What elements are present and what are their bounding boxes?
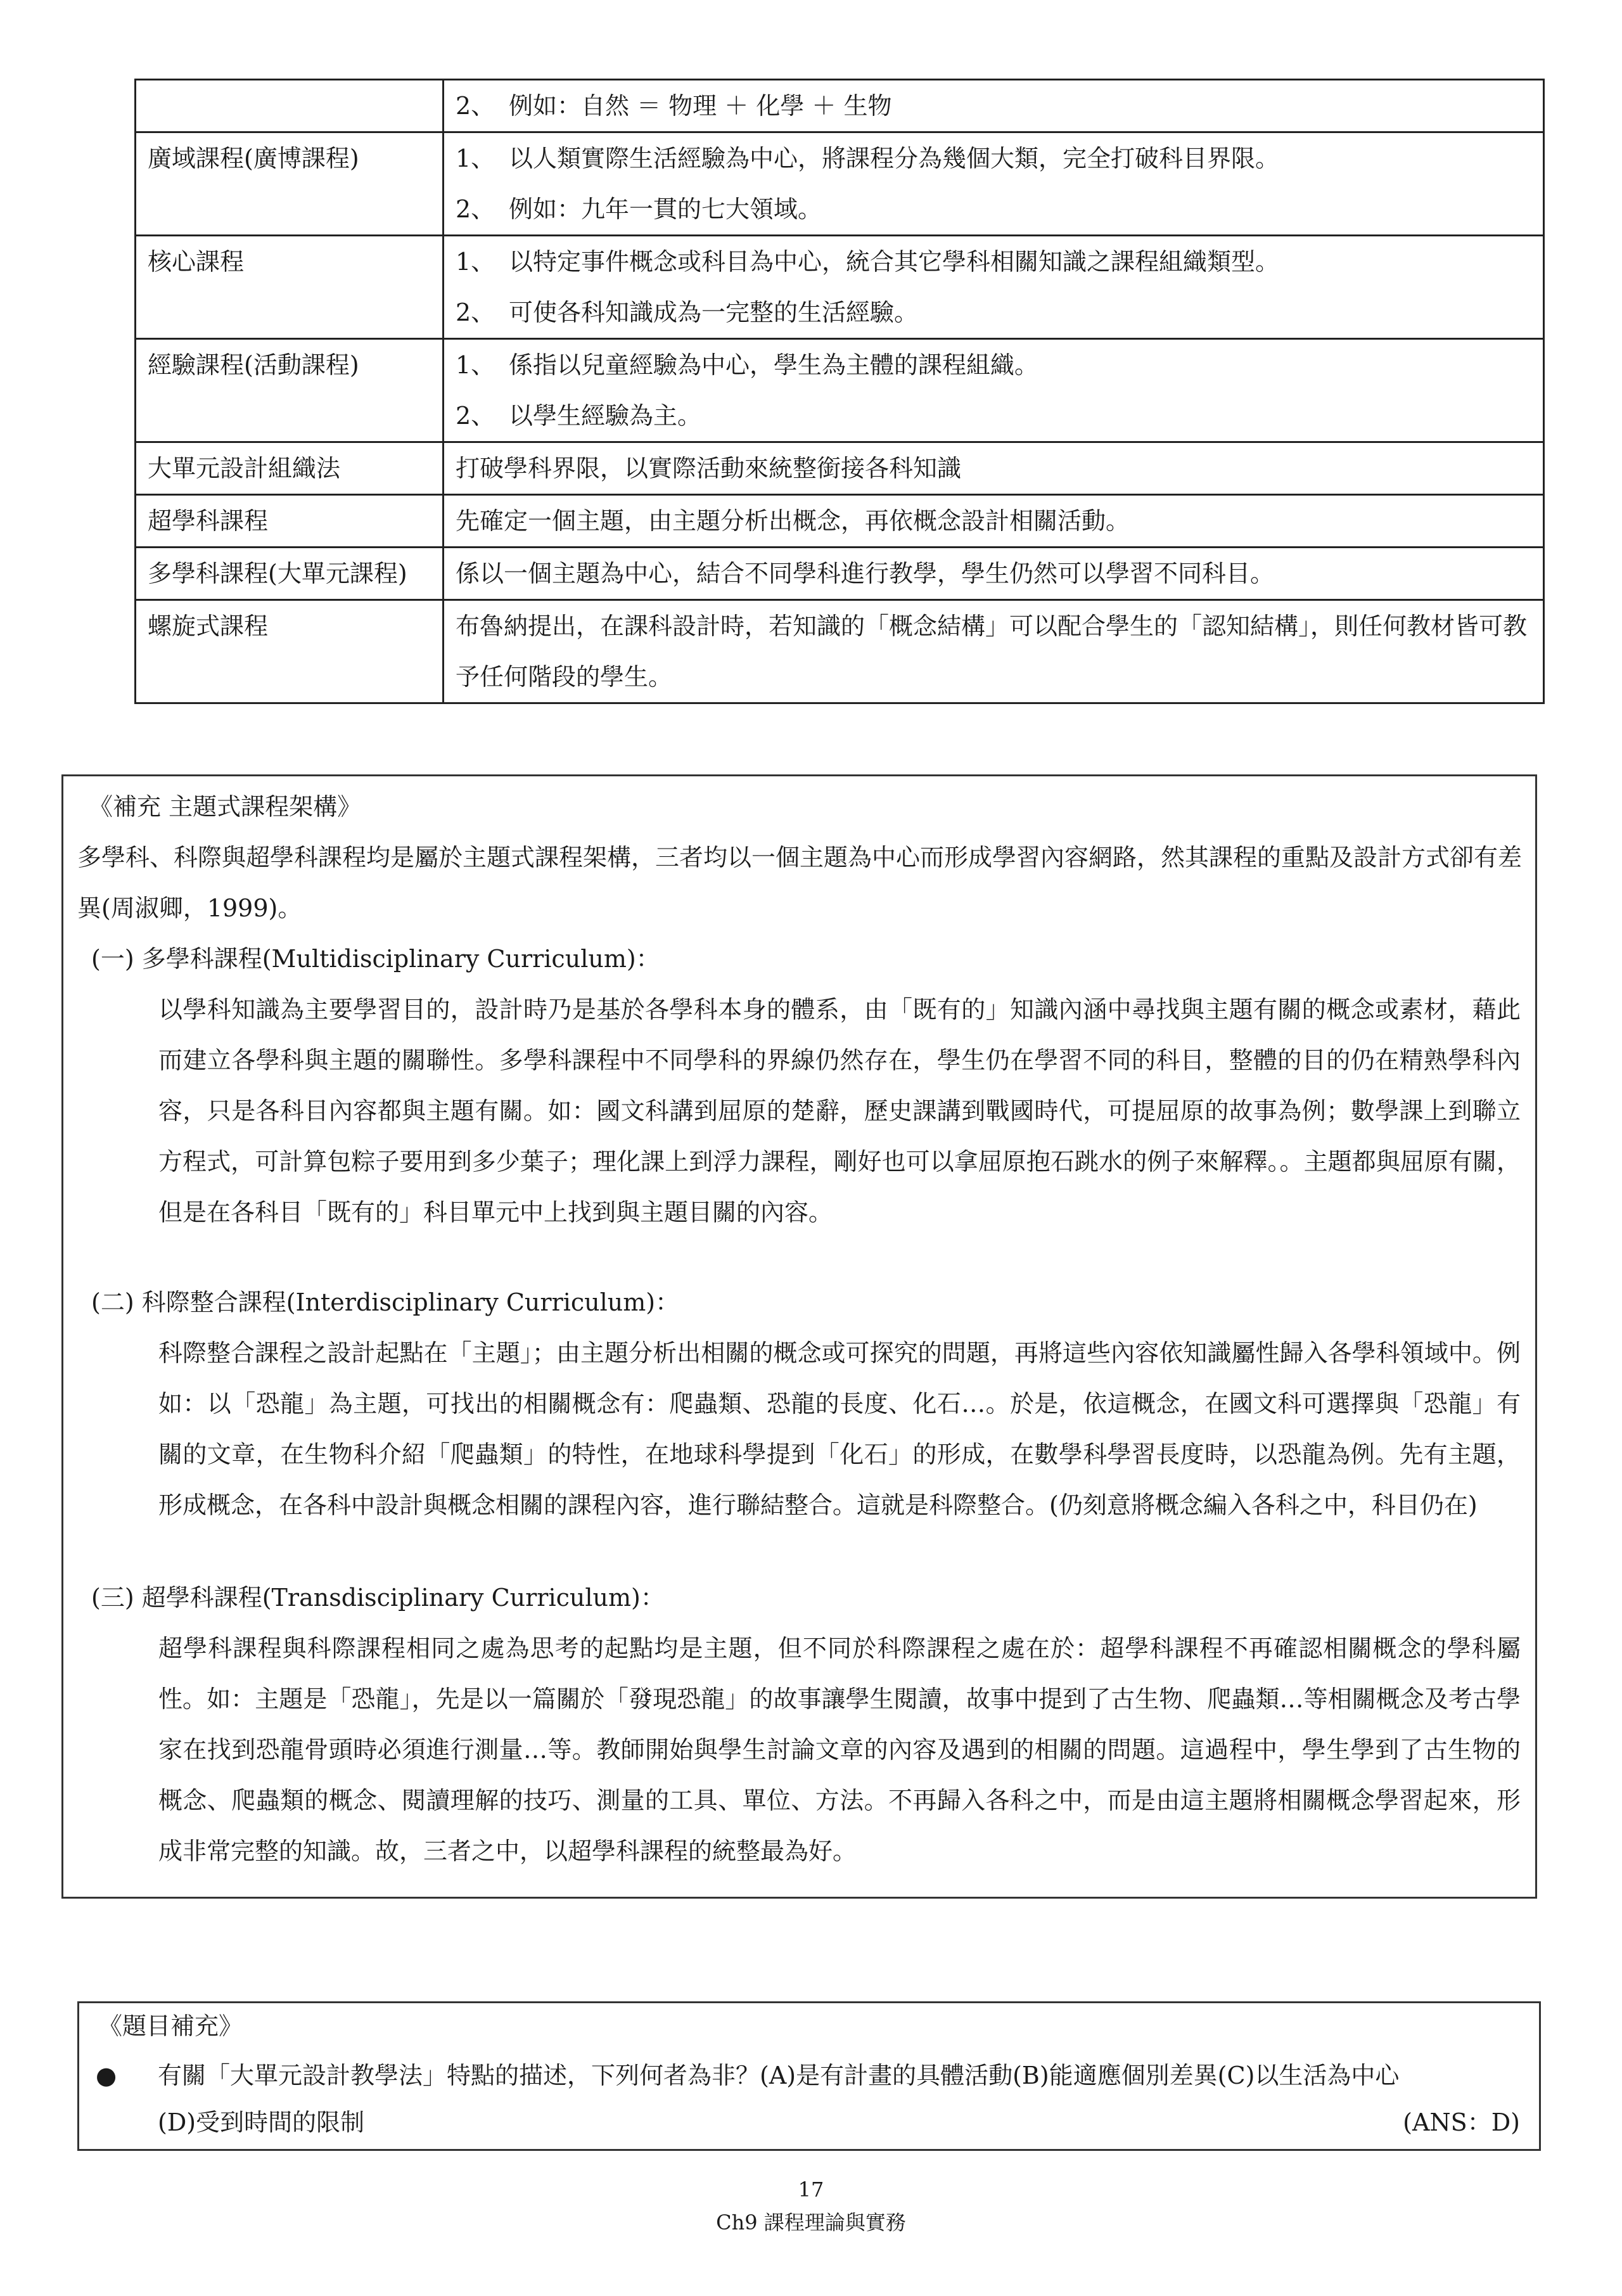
table-row — [136, 80, 1544, 132]
table-row — [136, 600, 1544, 703]
term-cell: 大單元設計組織法 — [136, 442, 444, 495]
supplement-intro: 多學科、科際與超學科課程均是屬於主題式課程架構，三者均以一個主題為中心而形成學習內容網路，然其課程的重點及設計方式卻有差異(周淑卿，1999)。 — [77, 843, 1523, 922]
list-item — [456, 184, 1531, 234]
table-row — [136, 339, 1544, 442]
description-cell: 打破學科界限，以實際活動來統整銜接各科知識 — [444, 442, 1544, 495]
item-text: 可使各科知識成為一完整的生活經驗。 — [509, 298, 919, 326]
description-cell — [444, 339, 1544, 442]
section-2-title: (二) 科際整合課程(Interdisciplinary Curriculum)： — [91, 1288, 680, 1316]
curriculum-table — [134, 79, 1545, 704]
chapter-label: Ch9 課程理論與實務 — [716, 2210, 906, 2235]
item-number: 2、 — [456, 195, 495, 223]
table-row — [136, 132, 1544, 236]
section-1-title: (一) 多學科課程(Multidisciplinary Curriculum)： — [91, 945, 660, 973]
term-cell: 核心課程 — [136, 236, 444, 339]
section-3-title: (三) 超學科課程(Transdisciplinary Curriculum)： — [91, 1584, 665, 1612]
item-text: 以學生經驗為主。 — [509, 402, 702, 430]
term-cell: 廣域課程(廣博課程) — [136, 132, 444, 236]
list-item — [456, 236, 1531, 287]
section-1-body: 以學科知識為主要學習目的，設計時乃是基於各學科本身的體系，由「既有的」知識內涵中尋找與主題有關的概念或素材，藉此而建立各學科與主題的關聯性。多學科課程中不同學科的界線仍然存在，學生仍在學習不同的科目，整體的目的仍在精熟學科內容，只是各科目內容都與主題有關。如：國文科講到屈原的楚辭，歷史課講到戰國時代，可提屈原的故事為例；數學課上到聯立方程式，可計算包粽子要用到多少葉子；理化課上到浮力課程，剛好也可以拿屈原抱石跳水的例子來解釋。。主題都與屈原有關，但是在各科目「既有的」科目單元中上找到與主題目關的內容。 — [158, 996, 1521, 1226]
item-text: 例如：九年一貫的七大領域。 — [509, 195, 822, 223]
item-number: 1、 — [456, 144, 495, 172]
item-text: 以人類實際生活經驗為中心，將課程分為幾個大類，完全打破科目界限。 — [509, 144, 1280, 172]
table-row — [136, 442, 1544, 495]
description-cell — [444, 80, 1544, 132]
table-row — [136, 495, 1544, 548]
description-cell: 先確定一個主題，由主題分析出概念，再依概念設計相關活動。 — [444, 495, 1544, 548]
term-cell: 螺旋式課程 — [136, 600, 444, 703]
term-cell: 超學科課程 — [136, 495, 444, 548]
list-item — [456, 340, 1531, 390]
item-number: 2、 — [456, 402, 495, 430]
question-heading: 《題目補充》 — [98, 2012, 243, 2040]
section-2-body: 科際整合課程之設計起點在「主題」；由主題分析出相關的概念或可探究的問題，再將這些內容依知識屬性歸入各學科領域中。例如：以「恐龍」為主題，可找出的相關概念有：爬蟲類、恐龍的長度、化石…。於是，依這概念，在國文科可選擇與「恐龍」有關的文章，在生物科介紹「爬蟲類」的特性，在地球科學提到「化石」的形成，在數學科學習長度時，以恐龍為例。先有主題，形成概念，在各科中設計與概念相關的課程內容，進行聯結整合。這就是科際整合。(仍刻意將概念編入各科之中，科目仍在) — [158, 1339, 1521, 1519]
section-3-body: 超學科課程與科際課程相同之處為思考的起點均是主題，但不同於科際課程之處在於：超學科課程不再確認相關概念的學科屬性。如：主題是「恐龍」，先是以一篇關於「發現恐龍」的故事讓學生閱讀，故事中提到了古生物、爬蟲類…等相關概念及考古學家在找到恐龍骨頭時必須進行測量…等。教師開始與學生討論文章的內容及遇到的相關的問題。這過程中，學生學到了古生物的概念、爬蟲類的概念、閱讀理解的技巧、測量的工具、單位、方法。不再歸入各科之中，而是由這主題將相關概念學習起來，形成非常完整的知識。故，三者之中，以超學科課程的統整最為好。 — [158, 1634, 1521, 1865]
supplement-box — [61, 774, 1537, 1899]
bullet-icon: ● — [96, 2062, 117, 2089]
item-text: 例如：自然 ＝ 物理 ＋ 化學 ＋ 生物 — [509, 92, 892, 120]
question-box — [77, 2001, 1541, 2151]
item-number: 2、 — [456, 92, 495, 120]
question-text-continued: (D)受到時間的限制 — [158, 2108, 365, 2136]
description-cell — [444, 236, 1544, 339]
description-cell: 係以一個主題為中心，結合不同學科進行教學，學生仍然可以學習不同科目。 — [444, 548, 1544, 600]
item-number: 1、 — [456, 248, 495, 276]
list-item — [456, 287, 1531, 338]
list-item — [456, 80, 1531, 131]
answer-label: (ANS：D) — [1403, 2108, 1520, 2136]
description-cell — [444, 132, 1544, 236]
description-cell: 布魯納提出，在課科設計時，若知識的「概念結構」可以配合學生的「認知結構」，則任何教材皆可教予任何階段的學生。 — [444, 600, 1544, 703]
term-cell — [136, 80, 444, 132]
term-cell: 經驗課程(活動課程) — [136, 339, 444, 442]
item-number: 1、 — [456, 351, 495, 379]
list-item — [456, 390, 1531, 441]
table-row — [136, 548, 1544, 600]
item-text: 係指以兒童經驗為中心，學生為主體的課程組織。 — [509, 351, 1039, 379]
supplement-heading: 《補充 主題式課程架構》 — [89, 793, 362, 821]
item-text: 以特定事件概念或科目為中心，統合其它學科相關知識之課程組織類型。 — [509, 248, 1280, 276]
list-item — [456, 133, 1531, 184]
page-number: 17 — [798, 2177, 824, 2202]
table-row — [136, 236, 1544, 339]
question-text: 有關「大單元設計教學法」特點的描述，下列何者為非？(A)是有計畫的具體活動(B)能適應個別差異(C)以生活為中心 — [158, 2062, 1400, 2089]
term-cell: 多學科課程(大單元課程) — [136, 548, 444, 600]
item-number: 2、 — [456, 298, 495, 326]
